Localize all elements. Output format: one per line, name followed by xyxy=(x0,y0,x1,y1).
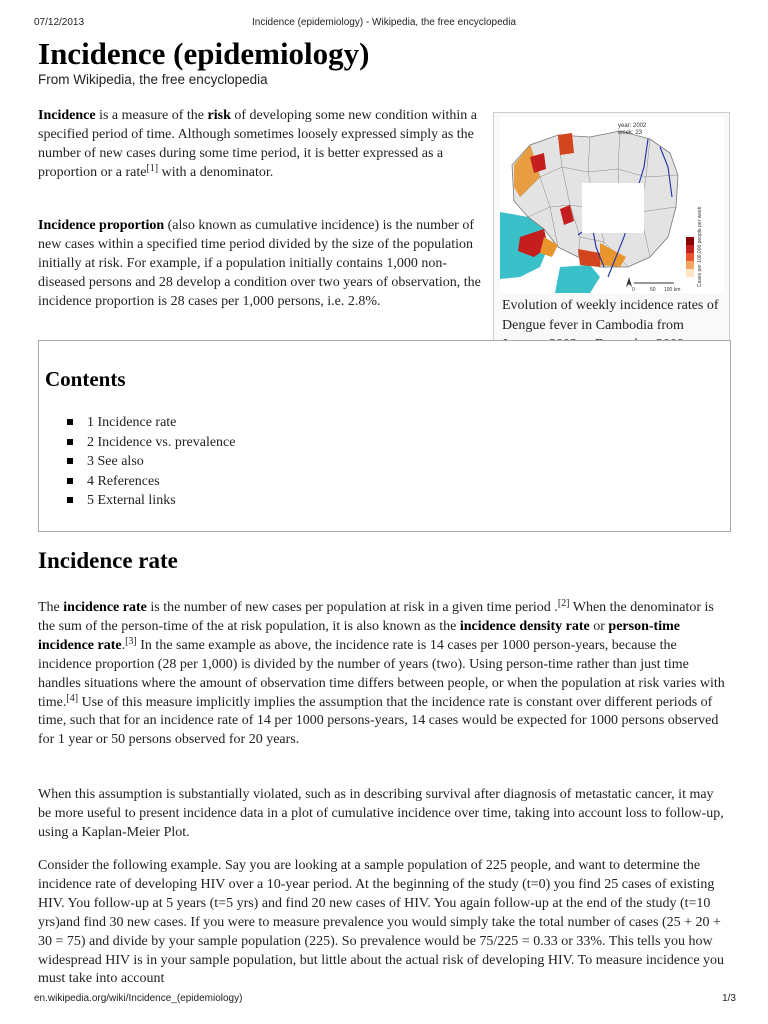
map-year-label: year: 2002 xyxy=(618,123,647,129)
incidence-rate-paragraph-1: The incidence rate is the number of new cases per population at risk in a given time period .[2] When the denominator is the sum of the person-time of the at risk population, it is also known as the incidence density rate or person-time incidence rate.[3] In the same example as above, the incidence rate is 14 cases per 1000 person-years, because the incidence proportion (28 per 1,000) is divided by the number of years (two). Using person-time rather than just time handles situations where the amount of observation time differs between people, or when the population at risk varies with time.[4] Use of this measure implicitly implies the assumption that the incidence rate is constant over different periods of time, such that for an incidence rate of 14 per 1000 persons-years, 14 cases would be expected for 1000 persons observed for 1 year or 50 persons observed for 20 years. xyxy=(38,598,725,748)
print-page-title: Incidence (epidemiology) - Wikipedia, the free encyclopedia xyxy=(251,17,517,28)
map-scale-50: 50 xyxy=(650,287,656,293)
map-scale-100: 100 km xyxy=(664,287,681,293)
incidence-rate-paragraph-2: When this assumption is substantially violated, such as in describing survival after diagnosis of metastatic cancer, it may be more useful to present incidence data in a plot of cumulative incidence over time, taking into account loss to follow-up, using a Kaplan-Meier Plot. xyxy=(38,787,724,840)
toc-item-references[interactable]: 4 References xyxy=(67,472,235,492)
reference-2[interactable]: [2] xyxy=(557,598,570,609)
term-incidence: Incidence xyxy=(38,108,96,123)
map-scale-0: 0 xyxy=(632,287,635,293)
intro-paragraph-2: Incidence proportion (also known as cumulative incidence) is the number of new cases within a specified time period divided by the size of the population initially at risk. For example, if a population initially contains 1,000 non-diseased persons and 28 develop a condition over two years of observation, the incidence proportion is 28 cases per 1,000 persons, i.e. 2.8%. xyxy=(38,218,481,309)
article-tagline: From Wikipedia, the free encyclopedia xyxy=(38,72,268,87)
map-legend-label: Cases per 100,000 people per week xyxy=(697,206,703,287)
map-week-label: week: 23 xyxy=(618,130,643,136)
dengue-map-image[interactable] xyxy=(500,117,724,293)
term-person-time-incidence-rate: person-time incidence rate xyxy=(38,618,680,653)
link-risk[interactable]: risk xyxy=(207,108,231,123)
reference-3[interactable]: [3] xyxy=(125,635,137,647)
toc-heading: Contents xyxy=(45,367,126,391)
figure-thumbnail xyxy=(493,112,730,360)
print-page-number: 1/3 xyxy=(722,993,736,1004)
incidence-rate-paragraph-3: Consider the following example. Say you are looking at a sample population of 225 people, and want to determine the incidence rate of developing HIV over a 10-year period. At the beginning of the study (t=0) you find 25 cases of existing HIV. You follow-up at 5 years (t=5 yrs) and find 20 new cases of HIV. You again follow-up at the end of the study (t=10 yrs)and find 30 new cases. If you were to measure prevalence you would simply take the total number of cases (25 + 20 + 30 = 75) and divide by your sample population (225). So prevalence would be 75/225 = 0.33 or 33%. This tells you how widespread HIV is in your sample population, but little about the actual risk of developing HIV. To measure incidence you must take into account xyxy=(38,858,725,987)
intro-paragraph-1: Incidence is a measure of the risk of developing some new condition within a specified period of time. Although sometimes loosely expressed simply as the number of new cases during some time period, it is better expressed as a proportion or a rate[1] with a denominator. xyxy=(38,108,477,180)
term-incidence-density-rate: incidence density rate xyxy=(459,618,590,634)
print-url: en.wikipedia.org/wiki/Incidence_(epidemiology) xyxy=(34,993,243,1004)
term-incidence-proportion: Incidence proportion xyxy=(38,218,165,233)
article-title: Incidence (epidemiology) xyxy=(38,36,370,71)
reference-1[interactable]: [1] xyxy=(146,162,159,174)
print-footer xyxy=(0,993,768,1007)
toc-list xyxy=(67,413,235,511)
toc-item-see-also[interactable]: 3 See also xyxy=(67,452,235,472)
print-header xyxy=(0,17,768,31)
toc-item-incidence-rate[interactable]: 1 Incidence rate xyxy=(67,413,235,433)
table-of-contents xyxy=(38,340,731,532)
toc-item-incidence-vs-prevalence[interactable]: 2 Incidence vs. prevalence xyxy=(67,433,235,453)
print-date: 07/12/2013 xyxy=(34,17,85,28)
term-incidence-rate: incidence rate xyxy=(63,600,147,615)
toc-item-external-links[interactable]: 5 External links xyxy=(67,491,235,511)
reference-4[interactable]: [4] xyxy=(66,692,79,704)
figure-caption: Evolution of weekly incidence rates of Dengue fever in Cambodia from xyxy=(502,298,719,333)
section-heading-incidence-rate: Incidence rate xyxy=(38,548,178,573)
